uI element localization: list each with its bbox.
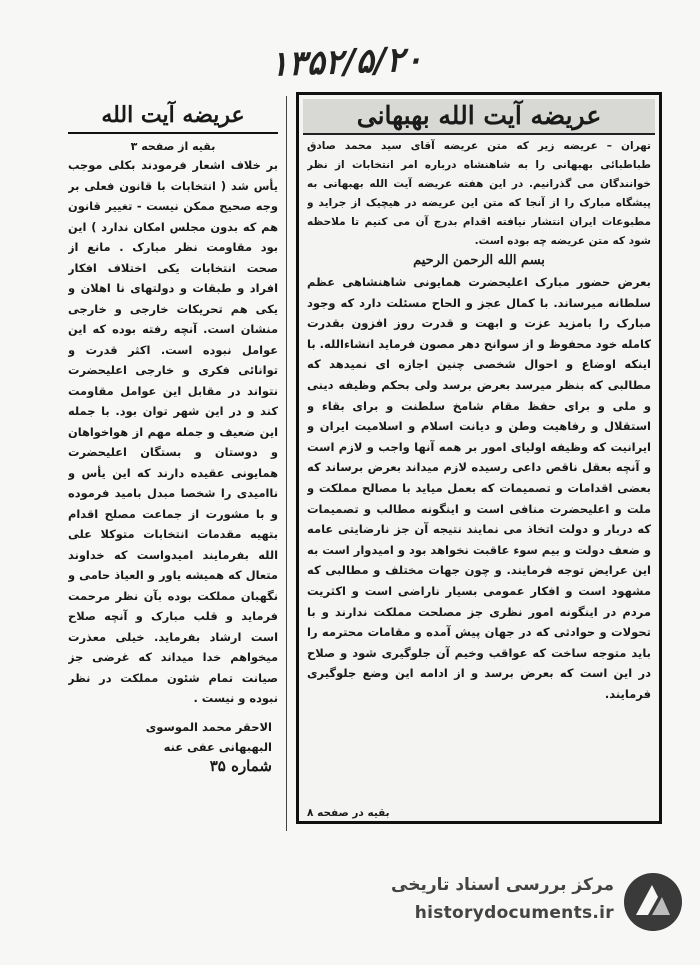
- column-divider: [286, 96, 287, 831]
- handwritten-date: ۱۳۵۲/۵/۲۰: [269, 39, 424, 85]
- signature-line-1: الاحقر محمد الموسوی: [145, 719, 272, 734]
- bismillah-heading: بسم الله الرحمن الرحیم: [413, 253, 545, 268]
- main-article-body: بعرض حضور مبارک اعلیحضرت همایونی شاهنشاهی عظم سلطانه میرساند. با کمال عجز و الحاح مسئلت دارد که وجود مبارک را بامزید عزت و ابهت و قدرت روز افزون بقدرت کامله خود محفوظ و از سوانح دهر مصون فرماید انشاءالله. با اینکه اوضاع و احوال شخصی چنین اجازه ای نمیدهد که مطالبی که بنظر میرسد بعرض برسد ولی بحکم وظیفه دینی و ملی و برای حفظ مقام شامخ سلطنت و برای بقاء و استقلال و رفاهیت وطن و دیانت اسلام و اسلامیت ایران و ایرانیت که وظیفه اولیای امور بر همه آنها واجب و لازم است و آنچه بعقل ناقص داعی رسیده لازم میداند بعرض برساند که بعضی اقدامات و تصمیمات که بعمل میاید با مصالح مملکت و ملت و اعلیحضرت منافی است و اینگونه مطالب و تصمیمات که دربار و دولت اتخاذ می نمایند نتیجه آن جز نارضایتی عامه و ضعف دولت و بیم سوء عاقبت نخواهد بود و امیدوار است به این عرایض توجه فرمایند. و چون جهات مختلف و مطالبی که مشهود است و افکار عمومی بسیار ناراضی است و اکثریت مردم در اینگونه امور نظری جز مصلحت مملکت ندارند و با تحولات و حوادثی که در جهان پیش آمده و مقامات محترمه را باید متوجه ساخت که عواقب وخیم آن جلوگیری شود و صلاح در این است که بعرض برسد و از ادامه این وضع جلوگیری فرمایند.: [307, 275, 651, 701]
- issue-number: شماره ۳۵: [209, 756, 272, 775]
- signature-block: [68, 717, 278, 757]
- watermark-url: historydocuments.ir: [414, 903, 614, 923]
- main-article-column: [296, 92, 662, 824]
- side-article-column: [68, 98, 278, 838]
- main-article-intro: تهران – عریضه زیر که متن عریضه آقای سید محمد صادق طباطبائی بهبهانی را به شاهنشاه درباره امر انتخابات از نظر خوانندگان می گذرانیم. در این هفته عریضه آیت الله بهبهانی به پیشگاه مبارک را از آنجا که متن این عریضه در هیچیک از جراید و مطبوعات ایران انتشار نیافته اقدام بدرج آن می کنیم تا ملاحظه شود که متن عریضه چه بوده است.: [307, 140, 651, 247]
- signature-line-2: البهبهانی عفی عنه: [163, 739, 272, 754]
- watermark-title: مرکز بررسی اسناد تاریخی: [391, 875, 614, 895]
- archive-logo-icon: [622, 871, 684, 933]
- side-article-body: بر خلاف اشعار فرمودند بکلی موجب یأس شد ( انتخابات با قانون فعلی بر وجه صحیح ممکن نیست - تغییر قانون هم که بدون مجلس امکان ندارد ) این بود مقاومت نظر مبارک . مانع از صحت انتخابات یکی اختلاف افکار افراد و طبقات و دولتهای نا اهلان و یکی هم تحریکات خارجی و خارجی منشان است. آنچه رفته بوده که این عوامل نبوده است. اکثر قدرت و توانائی فکری و خارجی اعلیحضرت نتواند در مقابل این عوامل مقاومت کند و در این شهر توان بود. با جمله این ضعیف و جمله مهم از هواخواهان و دوستان و بستگان اعلیحضرت همایونی عقیده دارند که این یأس و ناامیدی را شخصا مبدل بامید فرموده و با مشورت از جماعت مصلح اقدام بتهیه مقدمات انتخابات متوکلا علی الله بفرمایند امیدواست که خداوند متعال که همیشه یاور و العیاذ حامی و نگهبان مملکت بوده بآن نظر مرحمت فرماید و قلب مبارک و آنچه صلاح است ارشاد بفرماید. خیلی معذرت میخواهم خدا میداند که غرضی جز صیانت تمام شئون مملکت در نظر نبوده و نیست .: [68, 158, 278, 705]
- continued-note: بقیه در صفحه ۸: [307, 807, 390, 819]
- main-article-title: عریضه آیت الله بهبهانی: [303, 99, 655, 135]
- continued-from-note: بقیه از صفحه ۳: [130, 140, 216, 153]
- watermark: [384, 869, 684, 939]
- side-article-title: عریضه آیت الله: [68, 98, 278, 134]
